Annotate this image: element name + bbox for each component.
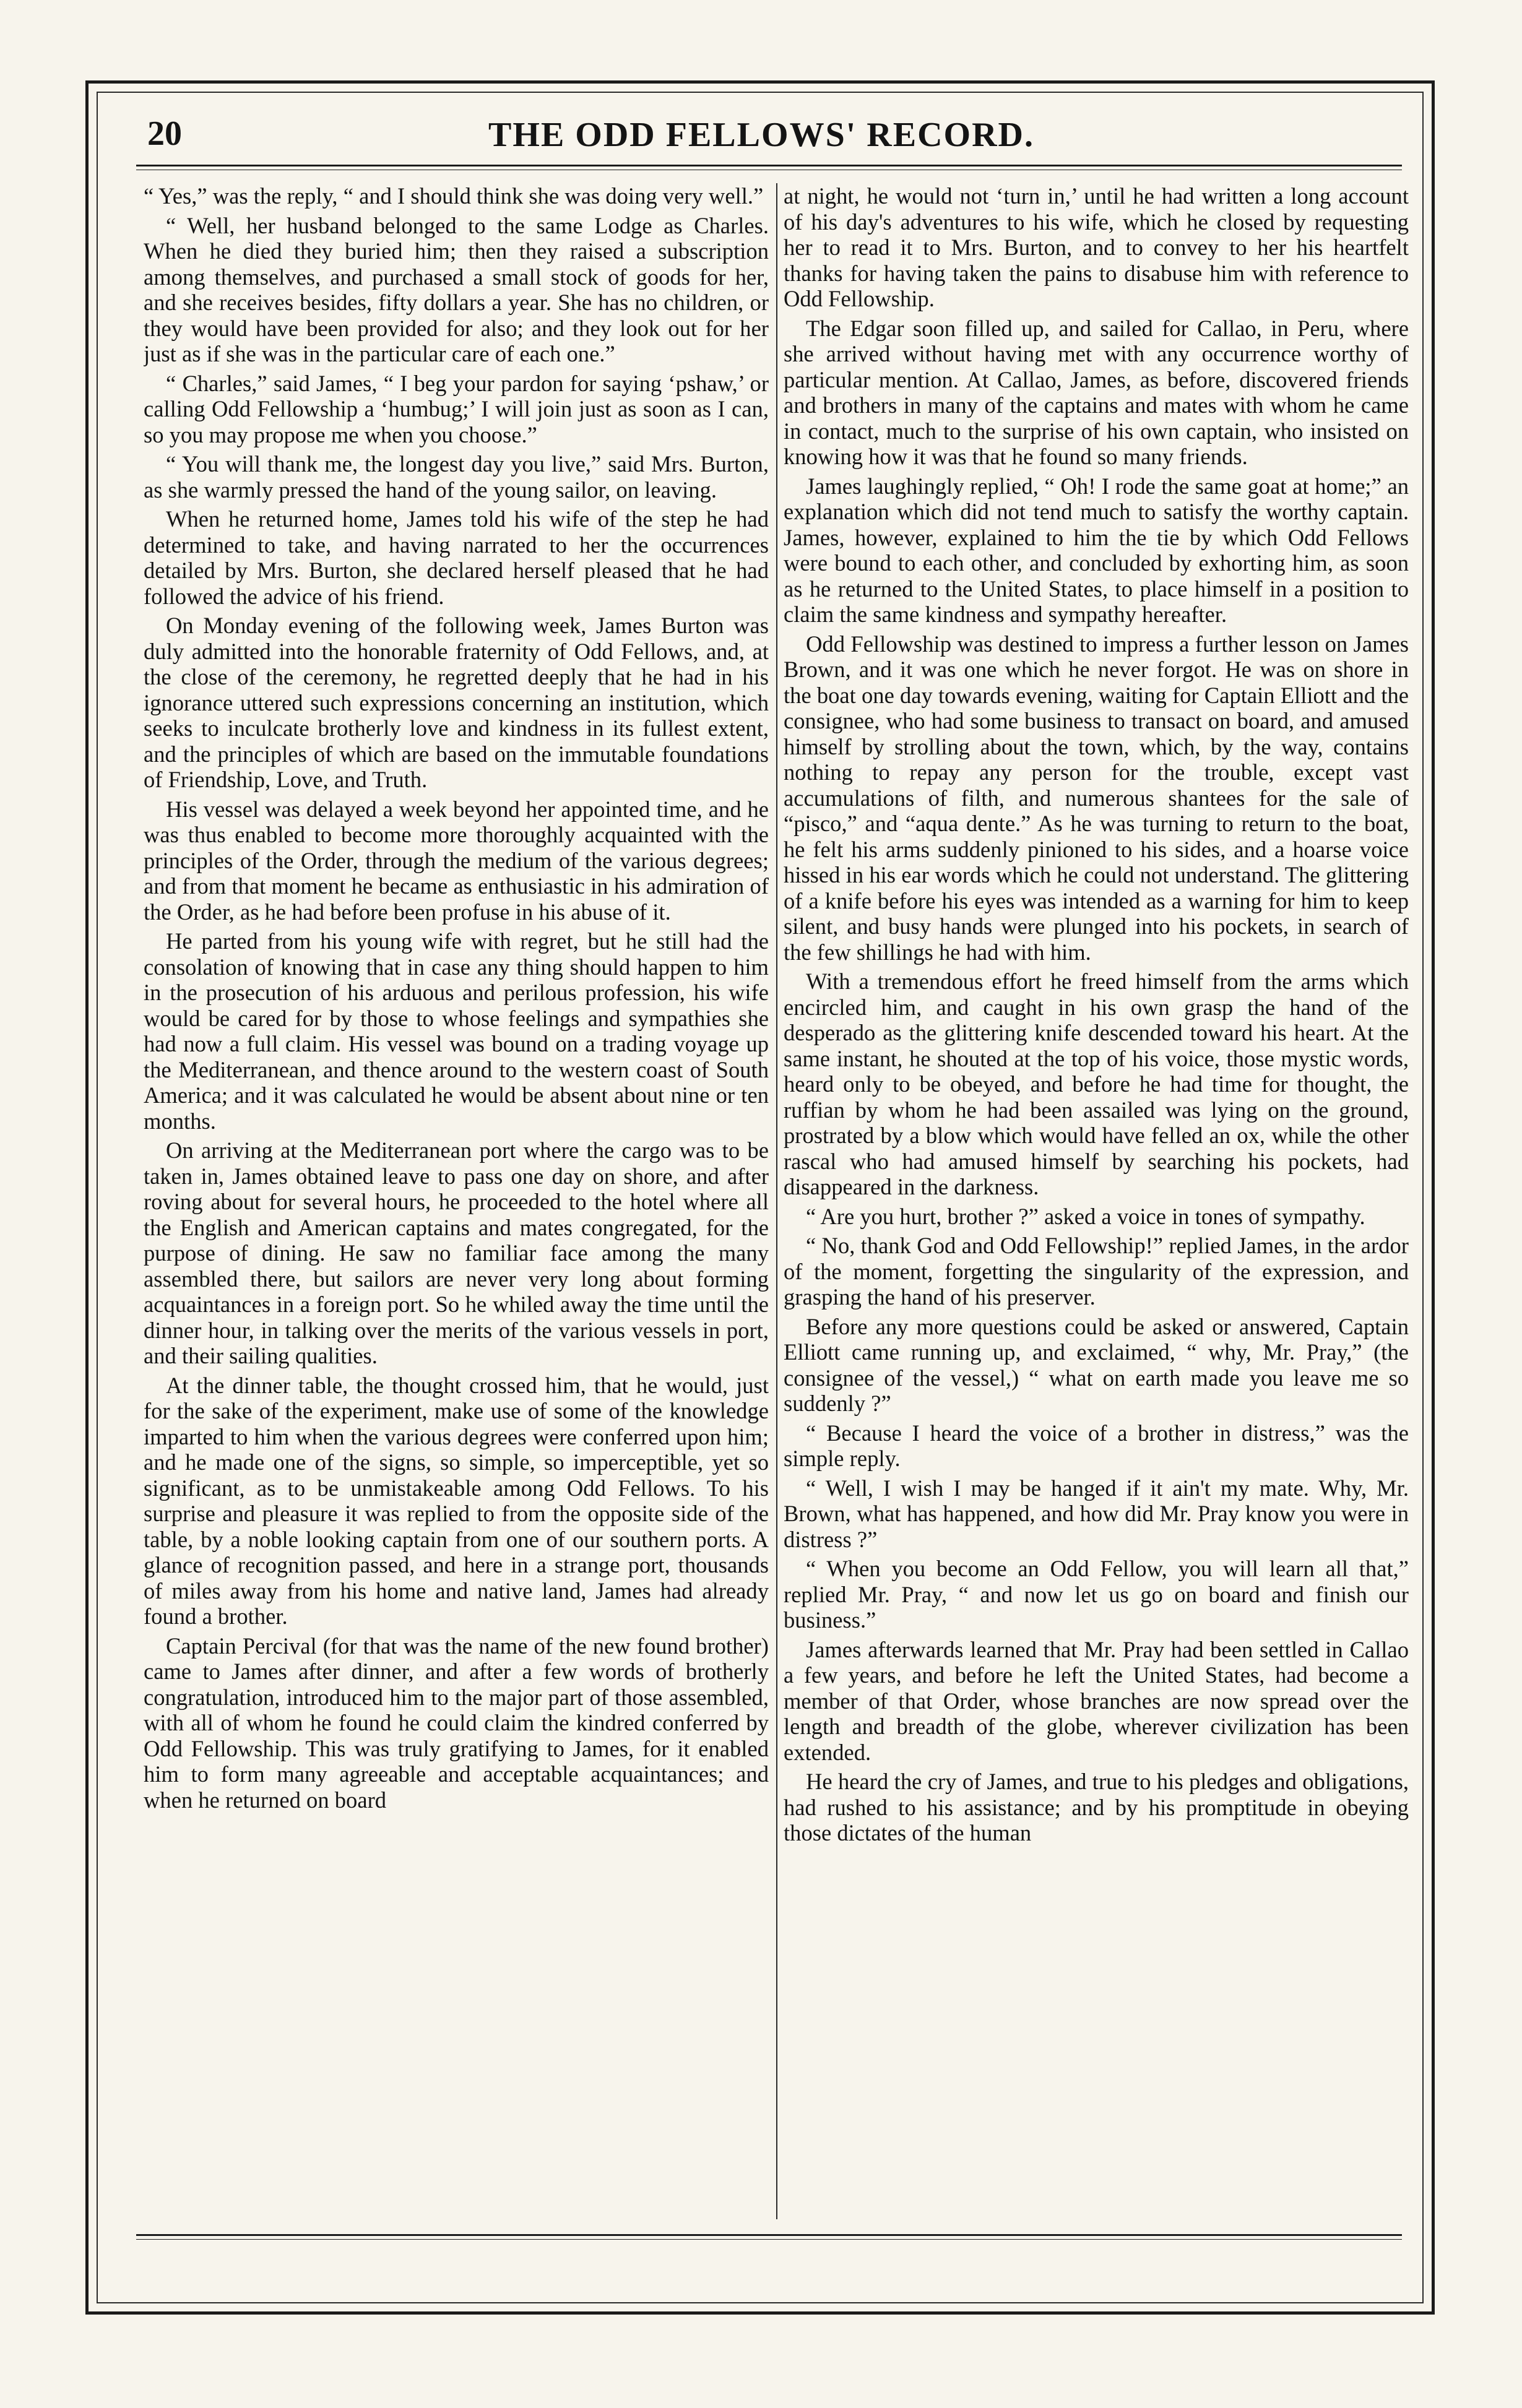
running-title: THE ODD FELLOWS' RECORD. bbox=[488, 116, 1034, 154]
footer-rule-thin bbox=[136, 2239, 1402, 2240]
column-divider bbox=[776, 183, 777, 2219]
page-number: 20 bbox=[147, 114, 182, 153]
paragraph: Odd Fellowship was destined to impress a further lesson on James Brown, and it was one which he never forgot. He was on shore in the boat one day towards evening, waiting for Captain Elliott and the consignee, who had some business to transact on board, and amused himself by strolling about the town, which, by the way, contains nothing to repay any person for the trouble, except vast accumulations of filth, and numerous shantees for the sale of “pisco,” and “aqua dente.” As he was turning to return to the boat, he felt his arms suddenly pinioned to his sides, and a hoarse voice hissed in his ear words which he could not understand. The glittering of a knife before his eyes was intended as a warning for him to keep silent, and busy hands were plunged into his pockets, in search of the few shillings he had with him. bbox=[784, 631, 1409, 965]
paragraph: “ Well, I wish I may be hanged if it ain't my mate. Why, Mr. Brown, what has happened, and how did Mr. Pray know you were in distress ?” bbox=[784, 1475, 1409, 1552]
paragraph: He parted from his young wife with regret, but he still had the consolation of knowing that in case any thing should happen to him in the prosecution of his arduous and perilous profession, his wife would be cared for by those to whose feelings and sympathies she had now a full claim. His vessel was bound on a trading voyage up the Mediterranean, and thence around to the western coast of South America; and it was calculated he would be absent about nine or ten months. bbox=[144, 928, 769, 1134]
paragraph: He heard the cry of James, and true to his pledges and obligations, had rushed to his assistance; and by his promptitude in obeying those dictates of the human bbox=[784, 1769, 1409, 1845]
paragraph: Before any more questions could be asked or answered, Captain Elliott came running up, and exclaimed, “ why, Mr. Pray,” (the consignee of the vessel,) “ what on earth made you leave me so suddenly ?” bbox=[784, 1313, 1409, 1416]
paragraph: “ Well, her husband belonged to the same Lodge as Charles. When he died they buried him; then they raised a subscription among themselves, and purchased a small stock of goods for her, and she receives besides, fifty dollars a year. She has no children, or they would have been provided for also; and they look out for her just as if she was in the particular care of each one.” bbox=[144, 212, 769, 366]
paragraph: James afterwards learned that Mr. Pray had been settled in Callao a few years, and before he left the United States, had become a member of that Order, whose branches are now spread over the length and breadth of the globe, wherever civilization has been extended. bbox=[784, 1636, 1409, 1765]
paragraph: At the dinner table, the thought crossed him, that he would, just for the sake of the experiment, make use of some of the knowledge imparted to him when the various degrees were conferred upon him; and he made one of the signs, so simple, so imperceptible, yet so significant, as to be unmistakeable among Odd Fellows. To his surprise and pleasure it was replied to from the opposite side of the table, by a noble looking captain from one of our southern ports. A glance of recognition passed, and here in a strange port, thousands of miles away from his home and native land, James had already found a brother. bbox=[144, 1372, 769, 1629]
page-header bbox=[124, 109, 1399, 171]
paragraph: Captain Percival (for that was the name of the new found brother) came to James after dinner, and after a few words of brotherly congratulation, introduced him to the major part of those assembled, with all of whom he found he could claim the kindred conferred by Odd Fellowship. This was truly gratifying to James, for it enabled him to form many agreeable and acceptable acquaintances; and when he returned on board bbox=[144, 1633, 769, 1813]
paragraph: His vessel was delayed a week beyond her appointed time, and he was thus enabled to become more thoroughly acquainted with the principles of the Order, through the medium of the various degrees; and from that moment he became as enthusiastic in his admiration of the Order, as he had before been profuse in his abuse of it. bbox=[144, 796, 769, 925]
paragraph: “ Are you hurt, brother ?” asked a voice in tones of sympathy. bbox=[806, 1203, 1365, 1229]
paragraph: On Monday evening of the following week, James Burton was duly admitted into the honorable fraternity of Odd Fellows, and, at the close of the ceremony, he regretted deeply that he had in his ignorance uttered such expressions concerning an institution, which seeks to inculcate brotherly love and kindness in its fullest extent, and the principles of which are based on the immutable foundations of Friendship, Love, and Truth. bbox=[144, 613, 769, 792]
paragraph: “ Because I heard the voice of a brother in distress,” was the simple reply. bbox=[784, 1420, 1409, 1471]
paragraph: “ Charles,” said James, “ I beg your pardon for saying ‘pshaw,’ or calling Odd Fellowship a ‘humbug;’ I will join just as soon as I can, so you may propose me when you choose.” bbox=[144, 370, 769, 447]
paragraph: On arriving at the Mediterranean port where the cargo was to be taken in, James obtained leave to pass one day on shore, and after roving about for several hours, he proceeded to the hotel where all the English and American captains and mates congregated, for the purpose of dining. He saw no familiar face among the many assembled there, but sailors are never very long about forming acquaintances in a foreign port. So he whiled away the time until the dinner hour, in talking over the merits of the various vessels in port, and their sailing qualities. bbox=[144, 1137, 769, 1368]
paragraph: James laughingly replied, “ Oh! I rode the same goat at home;” an explanation which did not tend much to satisfy the worthy captain. James, however, explained to him the tie by which Odd Fellows were bound to each other, and concluded by exhorting him, as soon as he returned to the United States, to place himself in a position to claim the same kindness and sympathy hereafter. bbox=[784, 473, 1409, 627]
paragraph: “ You will thank me, the longest day you live,” said Mrs. Burton, as she warmly pressed the hand of the young sailor, on leaving. bbox=[144, 451, 769, 503]
paragraph: When he returned home, James told his wife of the step he had determined to take, and having narrated to her the occurrences detailed by Mrs. Burton, she declared herself pleased that he had followed the advice of his friend. bbox=[144, 506, 769, 609]
paragraph: The Edgar soon filled up, and sailed for Callao, in Peru, where she arrived without having met with any occurrence worthy of particular mention. At Callao, James, as before, discovered friends and brothers in many of the captains and mates with whom he came in contact, much to the surprise of his own captain, who insisted on knowing how it was that he found so many friends. bbox=[784, 315, 1409, 469]
header-rule bbox=[136, 165, 1402, 166]
right-column bbox=[784, 183, 1409, 2225]
paragraph: With a tremendous effort he freed himself from the arms which encircled him, and caught in his own grasp the hand of the desperado as the glittering knife descended toward his heart. At the same instant, he shouted at the top of his voice, those mystic words, heard only to be obeyed, and before he had time for thought, the ruffian by whom he had been assailed was lying on the ground, prostrated by a blow which would have felled an ox, while the other rascal who had amused himself by searching his pockets, had disappeared in the darkness. bbox=[784, 969, 1409, 1199]
paragraph: “ Yes,” was the reply, “ and I should think she was doing very well.” bbox=[144, 183, 764, 209]
paragraph: “ No, thank God and Odd Fellowship!” replied James, in the ardor of the moment, forgetting the singularity of the expression, and grasping the hand of his preserver. bbox=[784, 1233, 1409, 1310]
paragraph: “ When you become an Odd Fellow, you will learn all that,” replied Mr. Pray, “ and now let us go on board and finish our business.” bbox=[784, 1556, 1409, 1633]
footer-rule bbox=[136, 2234, 1402, 2236]
paragraph: at night, he would not ‘turn in,’ until he had written a long account of his day's adventures to his wife, which he closed by requesting her to read it to Mrs. Burton, and to convey to her his heartfelt thanks for having taken the pains to disabuse him with reference to Odd Fellowship. bbox=[784, 183, 1409, 311]
left-column bbox=[144, 183, 769, 2225]
